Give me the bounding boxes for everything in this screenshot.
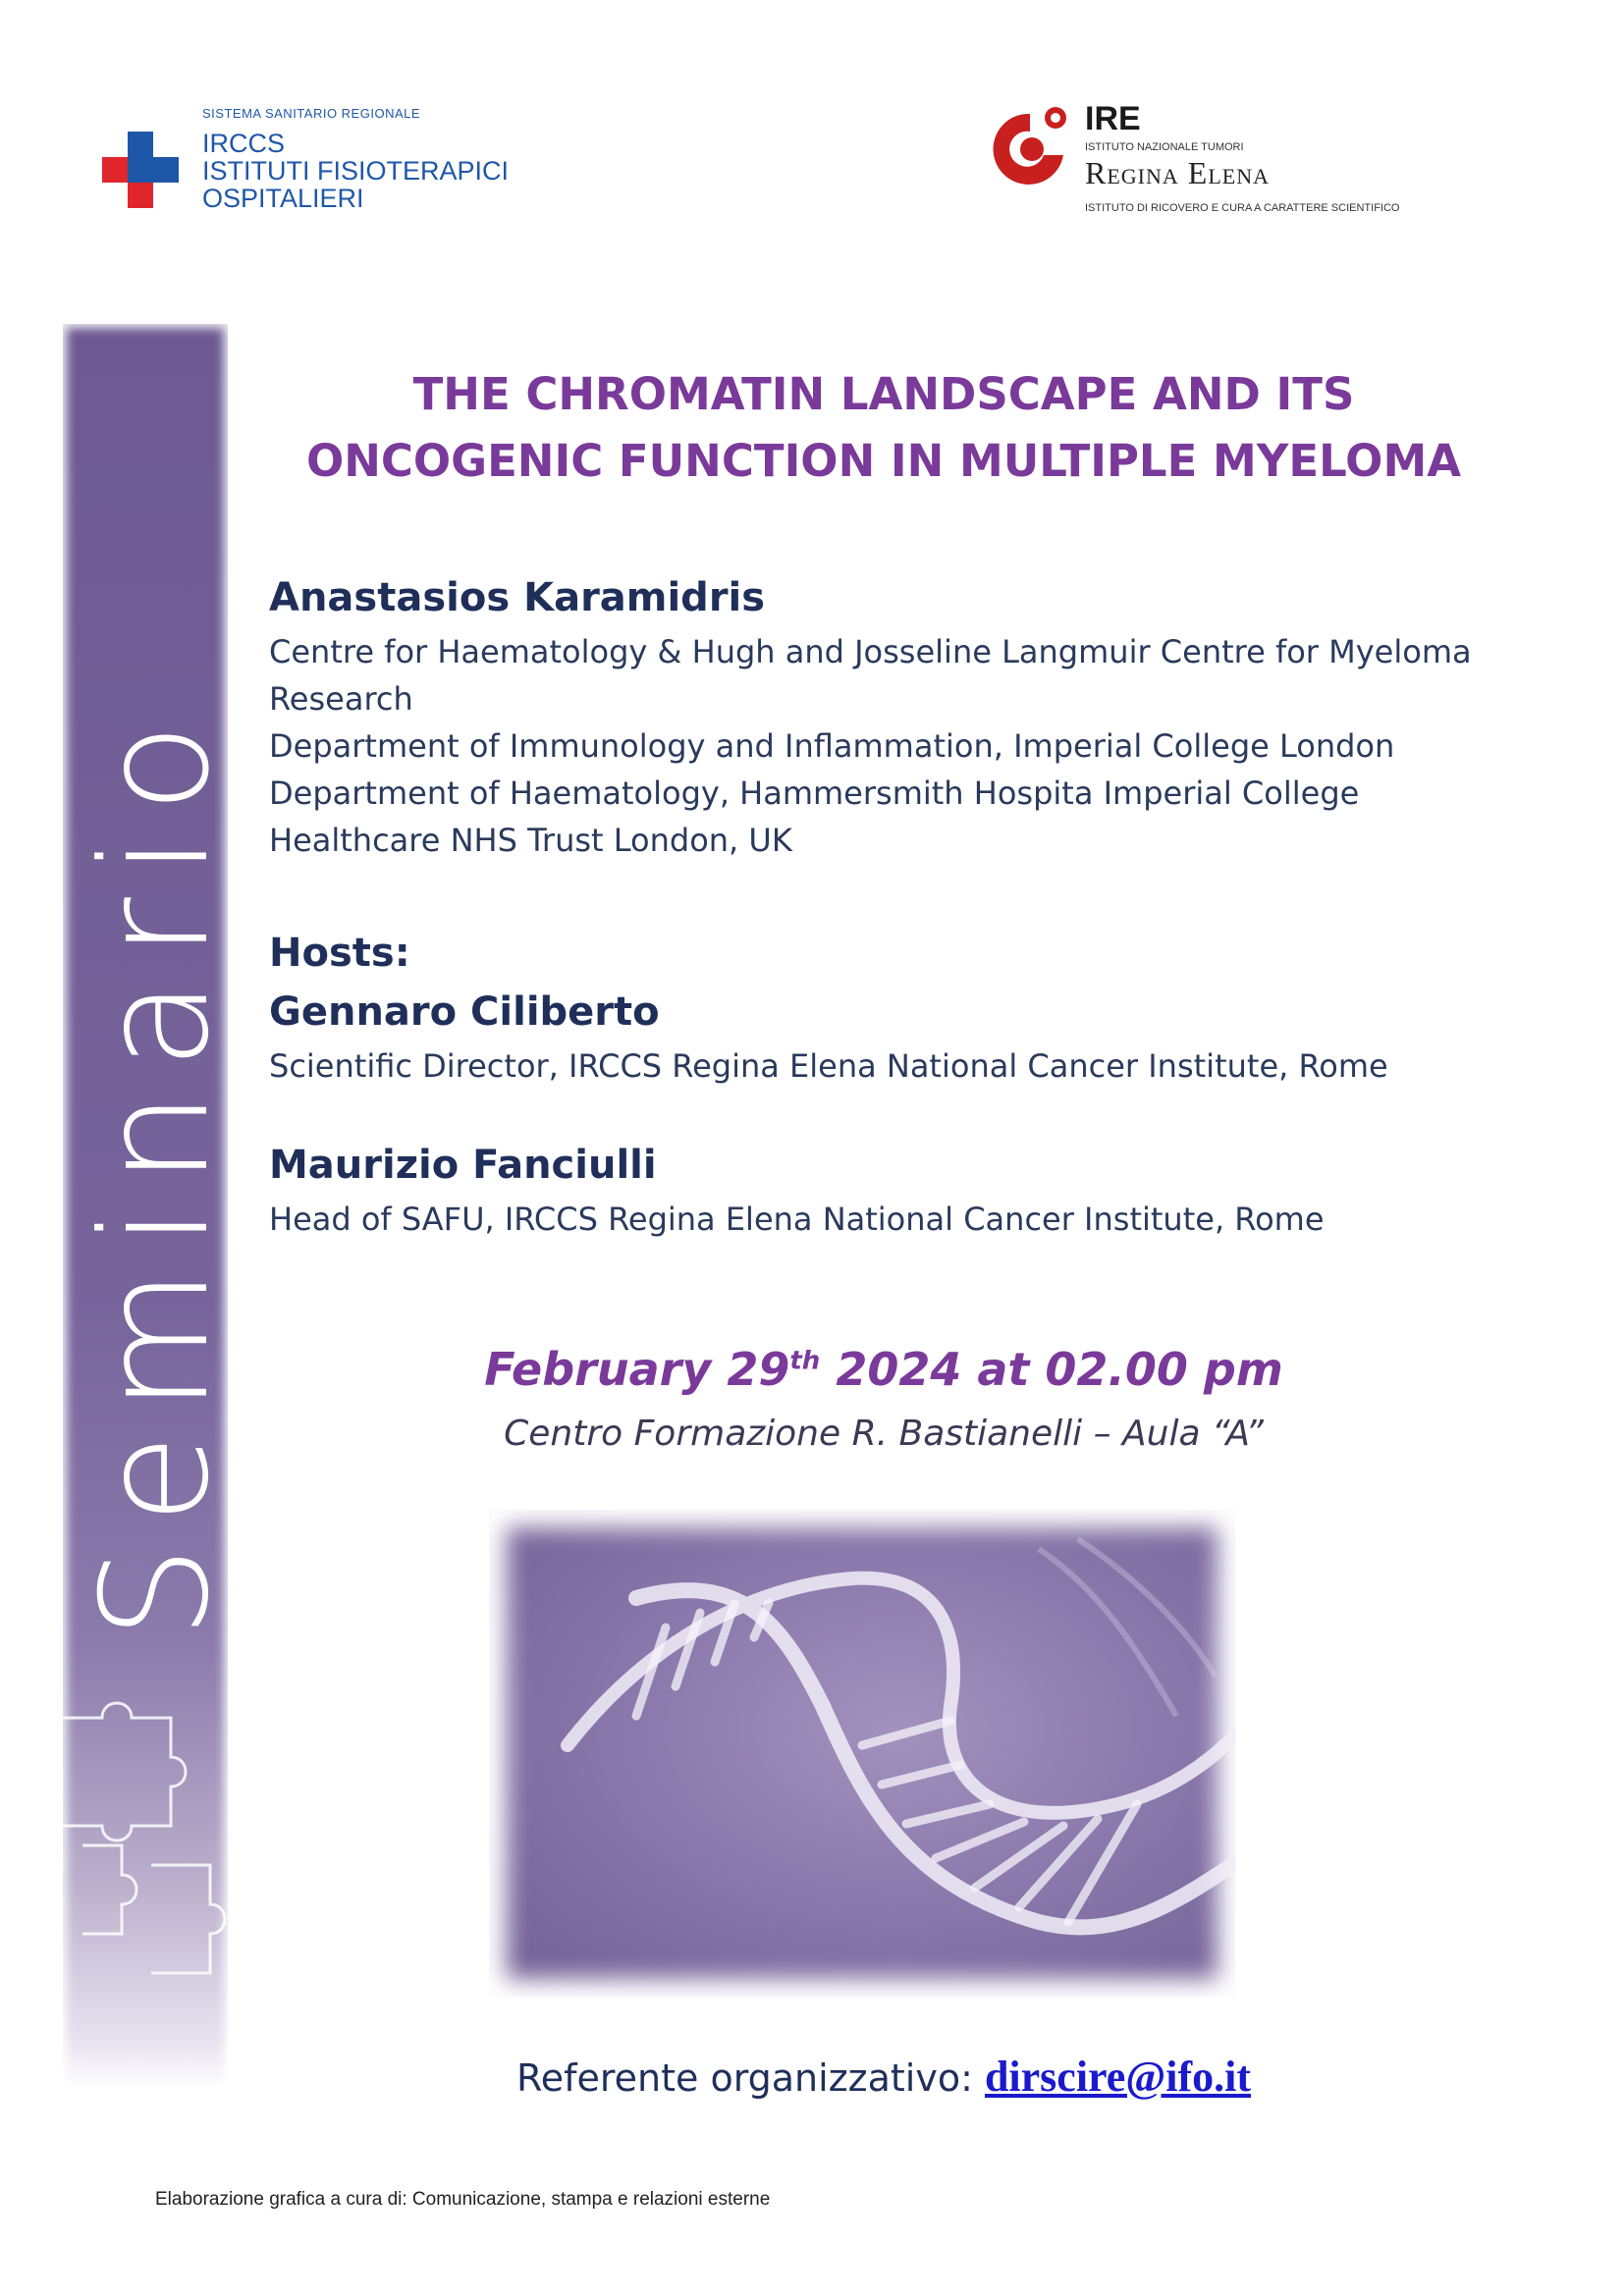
ire-name: Regina Elena [1085, 155, 1270, 190]
host-role: Scientific Director, IRCCS Regina Elena National Cancer Institute, Rome [269, 1047, 1388, 1085]
puzzle-pieces-decoration [63, 1679, 228, 2032]
host-role: Head of SAFU, IRCCS Regina Elena National Cancer Institute, Rome [269, 1201, 1325, 1238]
ifo-logo-line1: IRCCS [202, 129, 286, 158]
ire-mark-icon [987, 104, 1071, 192]
hosts-label: Hosts: [269, 931, 410, 976]
speaker-affiliation-line: Department of Immunology and Inflammation, Imperial College London [269, 727, 1395, 765]
ifo-logo [102, 106, 534, 214]
ire-title: IRE [1085, 100, 1141, 137]
ifo-logo-line3: OSPITALIERI [202, 184, 364, 213]
speaker-name: Anastasios Karamidris [269, 575, 766, 620]
speaker-affiliation-line: Department of Haematology, Hammersmith Hospita Imperial College [269, 774, 1360, 812]
seminar-title: THE CHROMATIN LANDSCAPE AND ITS ONCOGENIC FUNCTION IN MULTIPLE MYELOMA [305, 368, 1462, 487]
contact-line [275, 2052, 1492, 2102]
footer-credit: Elaborazione grafica a cura di: Comunicazione, stampa e relazioni esterne [155, 2189, 771, 2210]
host-name: Maurizio Fanciulli [269, 1143, 657, 1188]
ire-logo [987, 100, 1438, 228]
event-date-time: 2024 at 02.00 pm [820, 1343, 1283, 1396]
ifo-logo-line2: ISTITUTI FISIOTERAPICI [202, 156, 510, 186]
contact-email-link[interactable]: dirscire@ifo.it [984, 2053, 1251, 2101]
speaker-affiliation-line: Research [269, 680, 413, 718]
side-band-word: Seminario [71, 701, 242, 1639]
red-cross-icon [102, 132, 179, 208]
ifo-logo-small-text: SISTEMA SANITARIO REGIONALE [202, 106, 421, 121]
dna-helix-image [489, 1510, 1235, 1997]
event-venue: Centro Formazione R. Bastianelli – Aula “A” [504, 1414, 1264, 1454]
contact-label: Referente organizzativo: [516, 2056, 985, 2100]
ire-subtitle: ISTITUTO NAZIONALE TUMORI [1085, 141, 1244, 153]
side-band [63, 324, 242, 2091]
event-date [275, 1343, 1492, 1396]
speaker-affiliation-line: Centre for Haematology & Hugh and Josseline Langmuir Centre for Myeloma [269, 633, 1472, 670]
ire-tagline: ISTITUTO DI RICOVERO E CURA A CARATTERE SCIENTIFICO [1085, 202, 1400, 214]
dna-helix-drawing [489, 1510, 1235, 1997]
speaker-affiliation-line: Healthcare NHS Trust London, UK [269, 822, 792, 859]
event-date-ordinal: th [789, 1346, 821, 1376]
host-name: Gennaro Ciliberto [269, 989, 660, 1035]
event-date-main: February 29 [484, 1343, 790, 1396]
